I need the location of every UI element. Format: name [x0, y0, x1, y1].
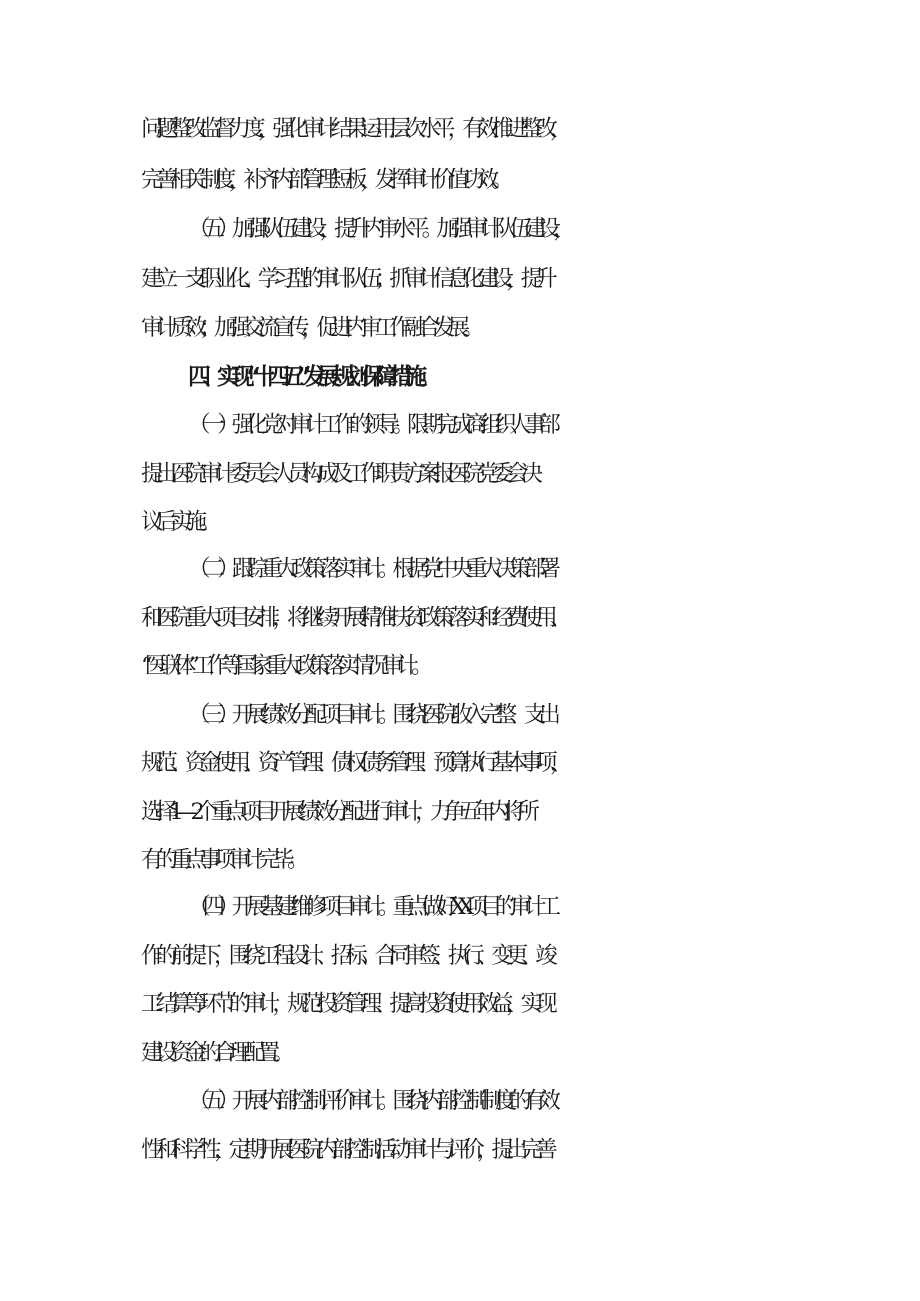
body-text-line: 审计质效；加强交流宣传，促进内审工作融合发展。	[141, 315, 477, 341]
body-text-line: 作的前提下，围绕工程设计、招标、合同审签、执行、变更、竣	[141, 943, 550, 969]
body-text-line: （一）强化党对审计工作的领导。限期完成商组织人事部	[188, 412, 554, 438]
body-text-line: 性和科学性，定期开展医院内部控制活动审计与评价，提出完善	[141, 1137, 550, 1163]
body-text-line: “医联体”工作等国家重大政策落实情况审计。	[141, 653, 426, 679]
body-text-line: 规范、资金使用、资产管理、债权债务管理、预算执行基本事项，	[141, 750, 565, 776]
body-text-line: 和医院重大项目安排，将继续开展精准扶贫政策落实和经费使用、	[141, 605, 565, 631]
section-heading: 四、实现“十四五”发展规划保障措施。	[188, 364, 434, 390]
body-text-line: 议后实施。	[141, 509, 215, 535]
body-text-line: 有的重点事项审计完毕。	[141, 847, 302, 873]
body-text-line: （三）开展绩效分配项目审计。围绕医院收入完整、支出	[188, 702, 554, 728]
body-text-line: （二）跟踪重大政策落实审计。根据党中央重大决策部署	[188, 556, 554, 582]
body-text-line: （五）加强队伍建设，提升内审水平。加强审计队伍建设，	[188, 216, 568, 242]
body-text-line: 完善相关制度，补齐内部管理短板，发挥审计价值功效。	[141, 167, 507, 193]
body-text-line: 提出医院审计委员会人员构成及工作职责方案报医院党委会决	[141, 461, 536, 487]
body-text-line: 问题整改监督力度，强化审计结果运用层次水平，有效推进整改，	[141, 116, 565, 142]
body-text-line: （五）开展内部控制评价审计。围绕内部控制制度的有效	[188, 1088, 554, 1114]
body-text-line: 建立一支职业化、学习型的审计队伍；抓审计信息化建设，提升	[141, 266, 550, 292]
body-text-line: 选择 1—2 个重点项目开展绩效分配进行审计，力争五年内将所	[141, 799, 532, 825]
body-text-line: 工结算等环节的审计，规范投资管理、提高投资使用效益，实现	[141, 991, 550, 1017]
body-text-line: （四）开展基建维修项目审计。重点做好 XX 项目的审计工	[188, 894, 554, 920]
body-text-line: 建设资金的合理配置。	[141, 1040, 288, 1066]
